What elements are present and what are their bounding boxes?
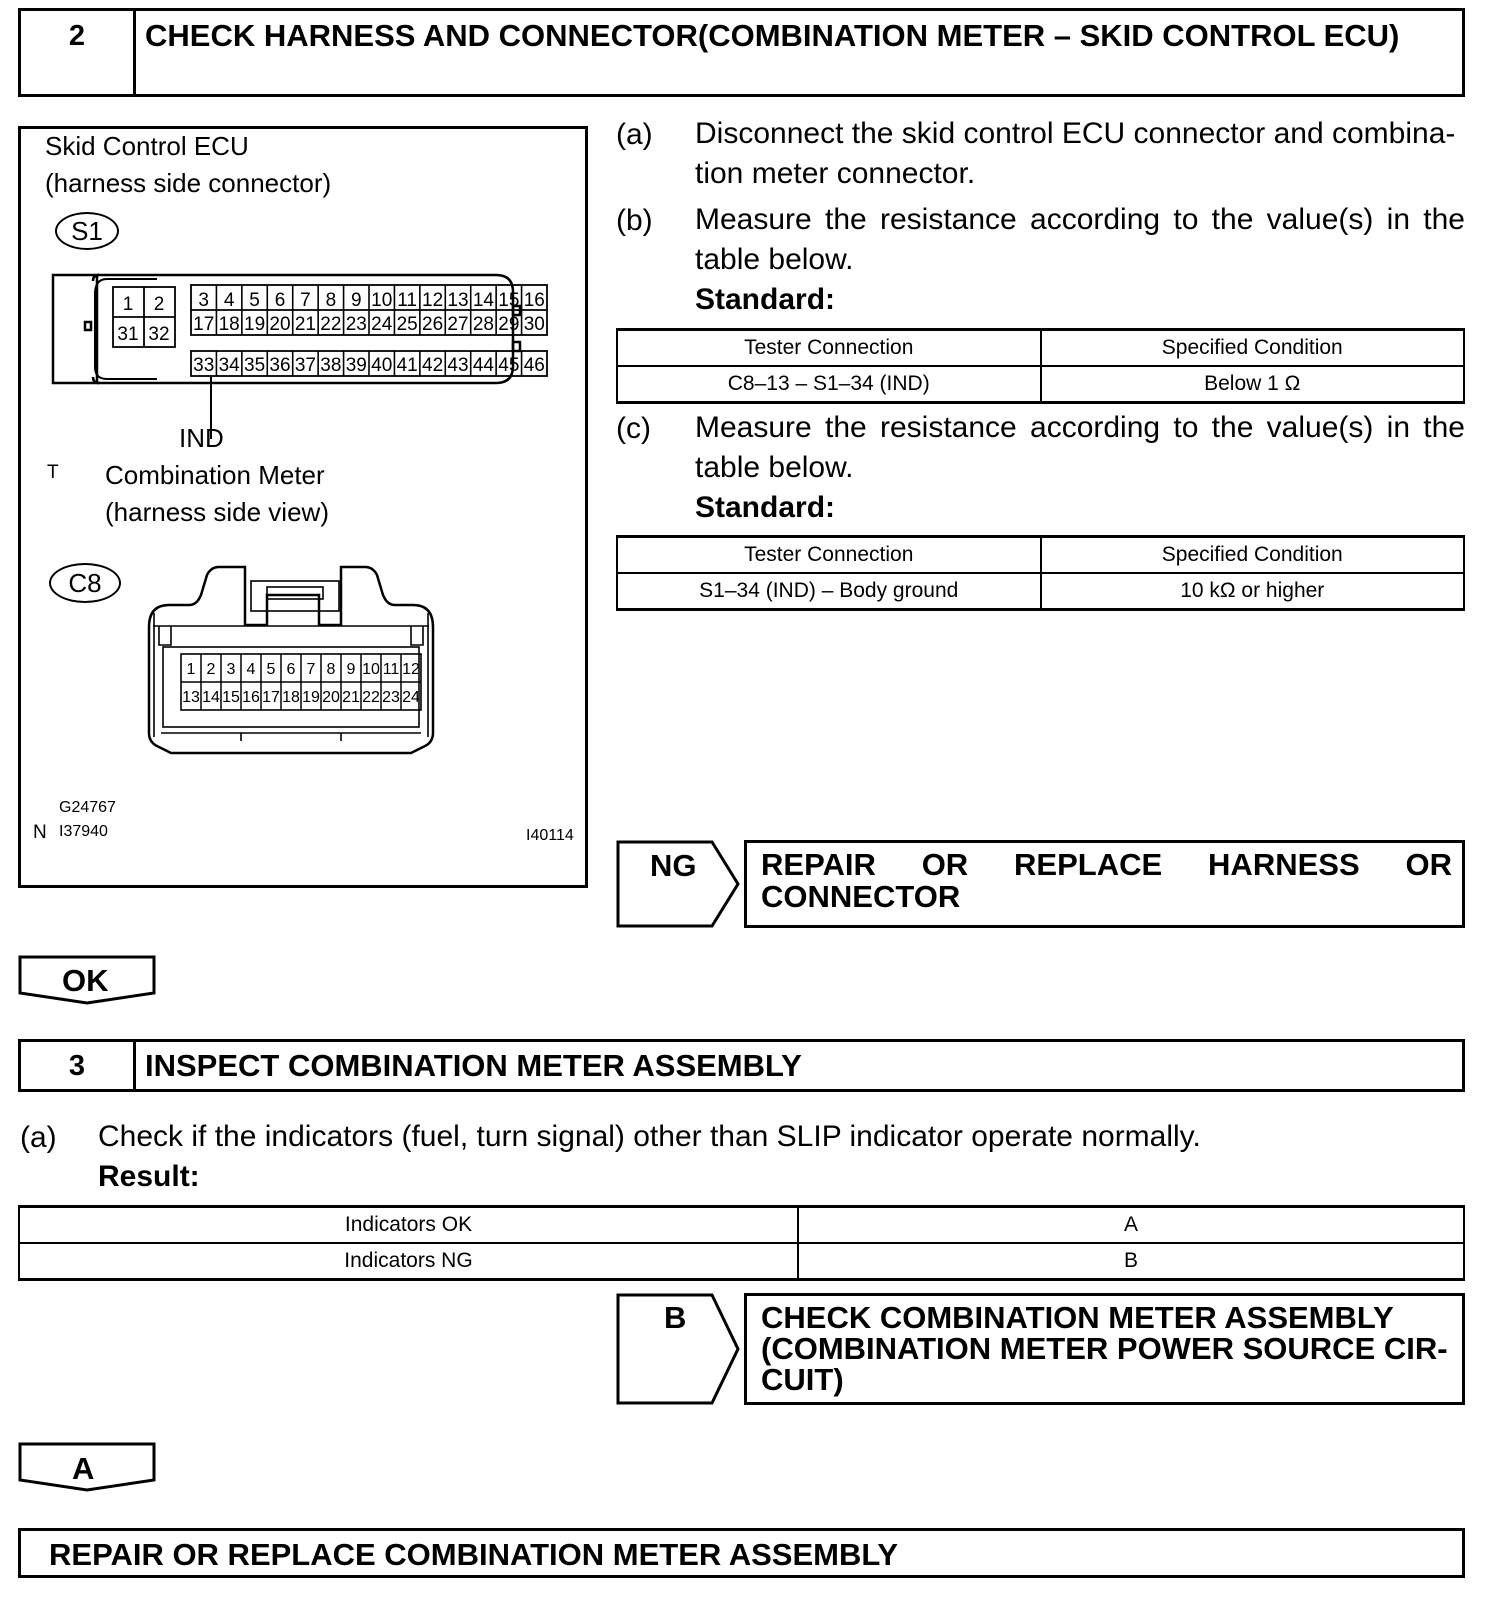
ecu-pin: 9: [350, 290, 362, 311]
ecu-pin: 36: [269, 355, 291, 376]
b-action-line2: (COMBINATION METER POWER SOURCE CIR-: [761, 1331, 1448, 1366]
step2-number: 2: [21, 11, 136, 94]
ng-action-word: HARNESS: [1208, 847, 1360, 882]
meter-pin: 6: [286, 661, 296, 678]
ecu-pin: 35: [244, 355, 266, 376]
step-b-text-line2: table below.: [695, 243, 854, 276]
meter-pin: 16: [242, 689, 260, 706]
table-cell: Below 1 Ω: [1041, 366, 1465, 403]
meter-pin: 18: [282, 689, 300, 706]
meter-pin: 2: [206, 661, 216, 678]
connector-figure: [18, 126, 588, 888]
ecu-pin: 30: [523, 314, 545, 335]
final-action-text: REPAIR OR REPLACE COMBINATION METER ASSEMBLY: [49, 1537, 899, 1572]
meter-pin: 15: [222, 689, 240, 706]
step-b-standard-label: Standard:: [695, 283, 836, 316]
ng-action-box[interactable]: [744, 840, 1465, 928]
step-b-letter: (b): [616, 204, 653, 237]
ecu-pin: 10: [371, 290, 393, 311]
table-cell: S1–34 (IND) – Body ground: [617, 573, 1041, 610]
table-header-row: [617, 330, 1464, 367]
ng-action-word: REPAIR: [761, 847, 876, 882]
ecu-pin: 42: [422, 355, 444, 376]
table-row: [617, 366, 1464, 403]
table-cell: Indicators NG: [19, 1243, 798, 1280]
table-header-cell: Tester Connection: [617, 537, 1041, 574]
ecu-pin: 27: [447, 314, 469, 335]
ecu-pin: 6: [274, 290, 286, 311]
ecu-pin: 19: [244, 314, 266, 335]
ecu-pin: 15: [498, 290, 520, 311]
meter-pin: 7: [306, 661, 316, 678]
meter-title-line2: (harness side view): [105, 497, 329, 527]
ecu-pin: 43: [447, 355, 469, 376]
table-header-cell: Tester Connection: [617, 330, 1041, 367]
meter-pin: 19: [302, 689, 320, 706]
ecu-pin: 20: [269, 314, 291, 335]
meter-pin: 8: [326, 661, 336, 678]
step2-header: [18, 8, 1465, 97]
table-header-row: [617, 537, 1464, 574]
ecu-pin: 39: [345, 355, 367, 376]
ecu-pin: 31: [117, 324, 139, 345]
ecu-pin: 34: [218, 355, 240, 376]
ecu-pin: 26: [422, 314, 444, 335]
ecu-pin: 8: [325, 290, 337, 311]
meter-pin: 1: [186, 661, 196, 678]
a-label: A: [72, 1451, 95, 1486]
ecu-pin: 13: [447, 290, 469, 311]
step3-header: [18, 1039, 1465, 1092]
table-cell: A: [798, 1207, 1464, 1244]
ecu-pin: 16: [523, 290, 545, 311]
table-header-cell: Specified Condition: [1041, 537, 1465, 574]
step-a-letter: (a): [616, 118, 653, 151]
ecu-pin: 22: [320, 314, 342, 335]
meter-pin: 3: [226, 661, 236, 678]
meter-pin: 20: [322, 689, 340, 706]
ecu-title-line1: Skid Control ECU: [45, 131, 249, 161]
b-action-line1: CHECK COMBINATION METER ASSEMBLY: [761, 1300, 1394, 1335]
standard-table-2: [616, 535, 1465, 611]
ecu-pin: 7: [300, 290, 311, 311]
step3-title: INSPECT COMBINATION METER ASSEMBLY: [145, 1048, 802, 1083]
meter-pin: 4: [246, 661, 256, 678]
step-c-text-line2: table below.: [695, 451, 854, 484]
table-row: [19, 1243, 1464, 1280]
ecu-pin: 17: [193, 314, 215, 335]
ecu-pin: 12: [422, 290, 444, 311]
ecu-pin: 41: [396, 355, 418, 376]
meter-pin: 17: [262, 689, 280, 706]
ecu-pin: 14: [472, 290, 494, 311]
b-action-line3: CUIT): [761, 1362, 844, 1397]
ng-action-word: REPLACE: [1014, 847, 1163, 882]
table-header-cell: Specified Condition: [1041, 330, 1465, 367]
table-cell: C8–13 – S1–34 (IND): [617, 366, 1041, 403]
result-table: [18, 1205, 1465, 1281]
meter-pin: 5: [266, 661, 276, 678]
ecu-pin: 21: [294, 314, 316, 335]
ng-action-word: OR: [921, 847, 969, 882]
ind-label: IND: [179, 423, 224, 453]
ecu-pin: 38: [320, 355, 342, 376]
step3-result-label: Result:: [98, 1160, 200, 1193]
meter-pin: 23: [382, 689, 400, 706]
ng-action-line1: [761, 849, 1452, 881]
stray-n-mark: N: [33, 822, 47, 843]
ecu-pin: 44: [472, 355, 494, 376]
ecu-pin: 37: [294, 355, 316, 376]
meter-title-line1: Combination Meter: [105, 460, 325, 490]
ng-label: NG: [650, 848, 697, 883]
meter-pin: 24: [402, 689, 420, 706]
figure-code-2: I37940: [59, 823, 108, 840]
meter-pin: 21: [342, 689, 360, 706]
ecu-pin: 1: [122, 294, 134, 315]
ecu-connector-id: S1: [55, 212, 119, 250]
table-cell: Indicators OK: [19, 1207, 798, 1244]
ok-label: OK: [62, 963, 109, 998]
meter-connector-diagram: [21, 129, 585, 885]
ecu-pin: 24: [371, 314, 393, 335]
ecu-pin: 2: [153, 294, 165, 315]
meter-pin: 22: [362, 689, 380, 706]
figure-code-3: I40114: [526, 827, 574, 844]
ecu-pin: 4: [223, 290, 235, 311]
ecu-pin: 5: [249, 290, 260, 311]
meter-pin: 12: [402, 661, 420, 678]
step-a-text-line1: Disconnect the skid control ECU connector and combina-: [695, 117, 1456, 150]
meter-pin: 14: [202, 689, 220, 706]
ecu-pin: 3: [198, 290, 210, 311]
ecu-pin: 32: [148, 324, 170, 345]
ng-action-line2: CONNECTOR: [761, 879, 961, 914]
b-action-box[interactable]: [744, 1293, 1465, 1405]
ng-action-word: OR: [1405, 847, 1452, 882]
table-row: [19, 1207, 1464, 1244]
step-b-text-line1: Measure the resistance according to the value(s) in the: [695, 203, 1465, 236]
ecu-title-line2: (harness side connector): [45, 168, 332, 198]
table-row: [617, 573, 1464, 610]
step-c-text-line1: Measure the resistance according to the value(s) in the: [695, 411, 1465, 444]
step3-number: 3: [21, 1042, 136, 1089]
step3-a-letter: (a): [20, 1121, 57, 1154]
final-action-box: [18, 1528, 1465, 1578]
table-cell: 10 kΩ or higher: [1041, 573, 1465, 610]
meter-pin: 10: [362, 661, 380, 678]
ecu-pin: 28: [472, 314, 494, 335]
step-a-text-line2: tion meter connector.: [695, 157, 976, 190]
step-c-standard-label: Standard:: [695, 491, 836, 524]
meter-pin: 13: [182, 689, 200, 706]
b-label: B: [664, 1300, 687, 1335]
step-c-letter: (c): [616, 412, 651, 445]
ecu-pin: 40: [371, 355, 393, 376]
ecu-pin: 25: [396, 314, 418, 335]
ecu-pin: 29: [498, 314, 520, 335]
stray-t-mark: T: [47, 462, 59, 483]
ecu-pin: 33: [193, 355, 215, 376]
ecu-pin: 23: [345, 314, 367, 335]
figure-code-1: G24767: [59, 799, 116, 816]
meter-pin: 11: [382, 661, 400, 678]
table-cell: B: [798, 1243, 1464, 1280]
step2-title: CHECK HARNESS AND CONNECTOR(COMBINATION METER – SKID CONTROL ECU): [145, 18, 1400, 53]
standard-table-1: [616, 328, 1465, 404]
ecu-pin: 45: [498, 355, 520, 376]
ecu-pin: 11: [397, 290, 418, 311]
meter-connector-id: C8: [49, 563, 121, 603]
step3-a-text: Check if the indicators (fuel, turn signal) other than SLIP indicator operate normally.: [98, 1120, 1201, 1153]
ecu-pin: 46: [523, 355, 545, 376]
meter-pin: 9: [346, 661, 356, 678]
ecu-pin: 18: [218, 314, 240, 335]
